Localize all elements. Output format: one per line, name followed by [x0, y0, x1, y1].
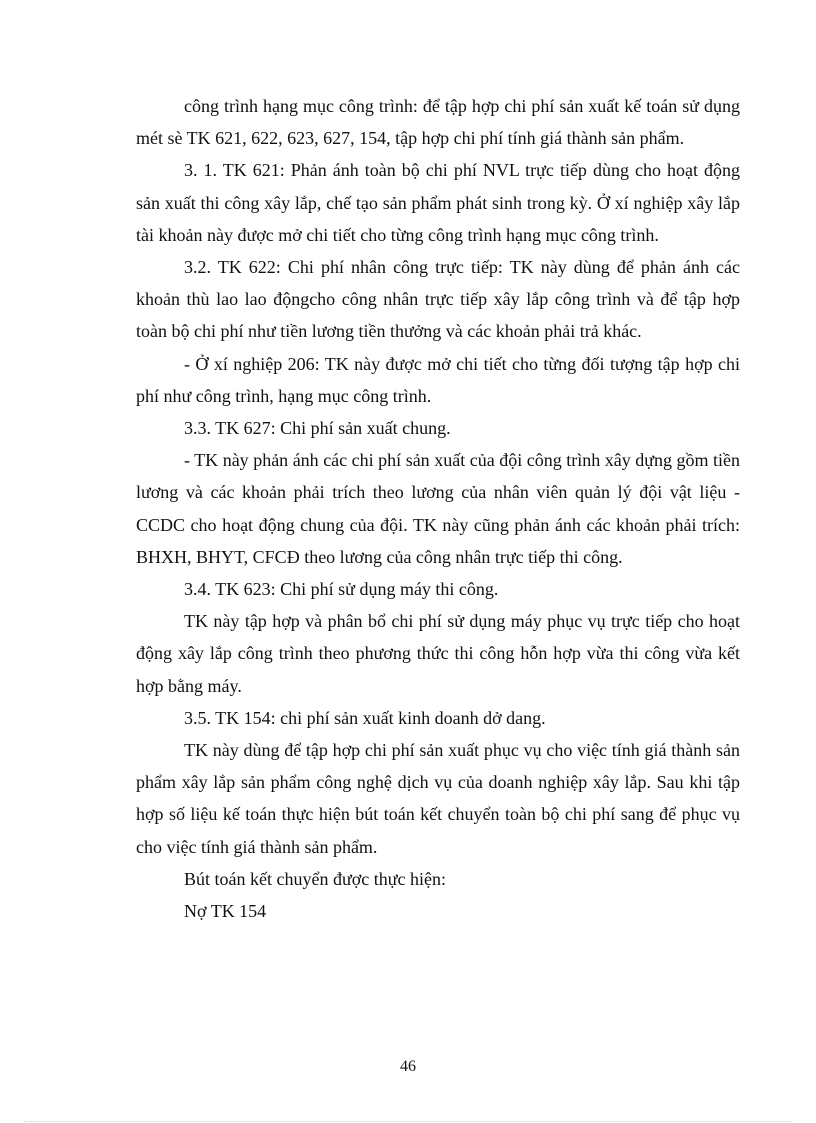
paragraph-but-toan: Bút toán kết chuyển được thực hiện: — [184, 868, 446, 889]
heading-tk-627: 3.3. TK 627: Chi phí sản xuất chung. — [184, 418, 451, 439]
paragraph-no-tk-154: Nợ TK 154 — [184, 901, 267, 922]
heading-tk-623: 3.4. TK 623: Chi phí sử dụng máy thi công. — [184, 579, 499, 600]
paragraph-tk-154: TK này dùng để tập hợp chi phí sản xuất phục vụ cho việc tính giá thành sản phẩm xây lắp sản phẩm công nghệ dịch vụ của doanh nghiệp xây lắp. Sau khi tập hợp số liệu kế toán thực hiện bút toán kết chuyển toàn bộ chi phí sang để phục vụ cho việc tính giá thành sản phẩm. — [136, 740, 740, 857]
page-body — [136, 90, 740, 927]
paragraph-intro: công trình hạng mục công trình: để tập hợp chi phí sản xuất kế toán sử dụng mét sè TK 621, 622, 623, 627, 154, tập hợp chi phí tính giá thành sản phẩm. — [136, 96, 740, 149]
paragraph-tk-623: TK này tập hợp và phân bổ chi phí sử dụng máy phục vụ trực tiếp cho hoạt động xây lắp công trình theo phương thức thi công hỗn hợp vừa thi công vừa kết hợp bằng máy. — [136, 611, 740, 696]
page-bottom-divider — [24, 1121, 792, 1122]
paragraph-tk-627: - TK này phản ánh các chi phí sản xuất của đội công trình xây dựng gồm tiền lương và các khoản phải trích theo lương của nhân viên quản lý đội vật liệu - CCDC cho hoạt động chung của đội. TK này cũng phản ánh các khoản phải trích: BHXH, BHYT, CFCĐ theo lương của công nhân trực tiếp thi công. — [136, 450, 740, 567]
paragraph-tk-621: 3. 1. TK 621: Phản ánh toàn bộ chi phí NVL trực tiếp dùng cho hoạt động sản xuất thi công xây lắp, chế tạo sản phẩm phát sinh trong kỳ. Ở xí nghiệp xây lắp tài khoản này được mở chi tiết cho từng công trình hạng mục công trình. — [136, 160, 740, 245]
paragraph-tk-622: 3.2. TK 622: Chi phí nhân công trực tiếp: TK này dùng để phản ánh các khoản thù lao lao độngcho công nhân trực tiếp xây lắp công trình và để tập hợp toàn bộ chi phí như tiền lương tiền thưởng và các khoản phải trả khác. — [136, 257, 740, 342]
paragraph-xi-nghiep-206: - Ở xí nghiệp 206: TK này được mở chi tiết cho từng đối tượng tập hợp chi phí như công trình, hạng mục công trình. — [136, 353, 740, 406]
page-number: 46 — [400, 1058, 416, 1075]
heading-tk-154: 3.5. TK 154: chi phí sản xuất kinh doanh dở dang. — [184, 707, 546, 728]
